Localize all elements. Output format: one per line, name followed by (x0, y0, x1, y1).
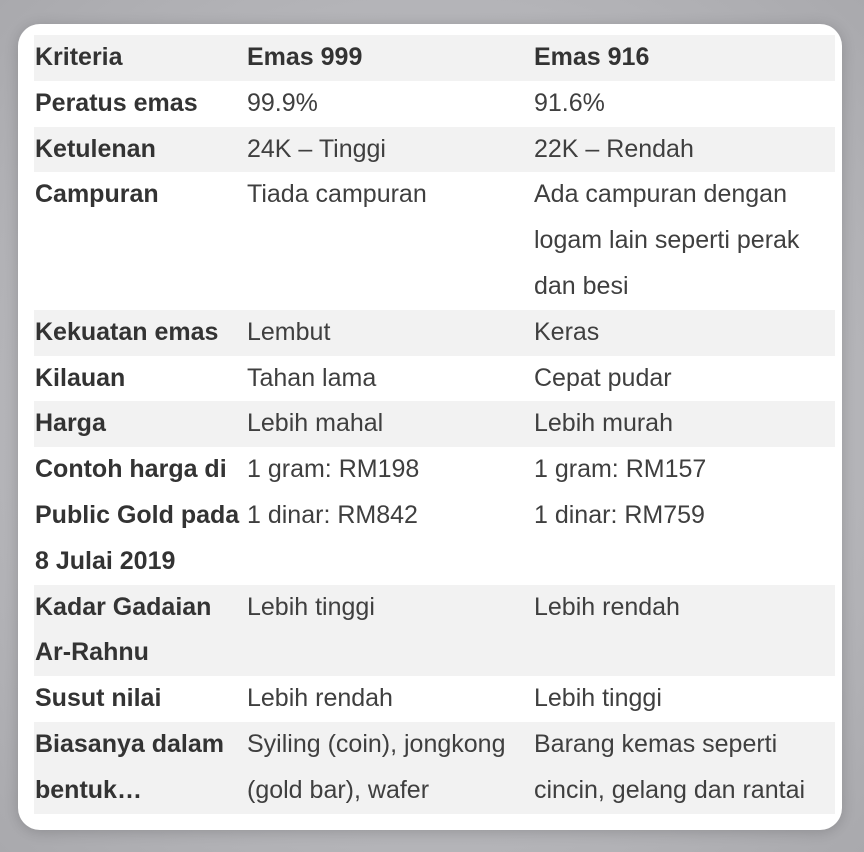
row-emas-916-value: 91.6% (534, 88, 605, 117)
gold-comparison-table (34, 35, 835, 814)
row-emas-916-value: Barang kemas seperti cincin, gelang dan rantai (534, 722, 835, 814)
row-emas-916-value: 1 gram: RM157 1 dinar: RM759 (534, 455, 707, 529)
table-row (34, 676, 835, 722)
row-emas-999-value: Lebih tinggi (247, 585, 534, 677)
row-emas-916-value: Lebih tinggi (534, 684, 662, 713)
row-emas-999-value: Syiling (coin), jongkong (gold bar), wafer (247, 722, 534, 814)
table-row (34, 310, 835, 356)
table-row (34, 722, 835, 814)
row-emas-999-value: 1 gram: RM198 1 dinar: RM842 (247, 455, 420, 529)
header-emas-916: Emas 916 (534, 35, 835, 81)
row-criterion: Kadar Gadaian Ar-Rahnu (34, 585, 247, 677)
row-criterion: Biasanya dalam bentuk… (34, 722, 247, 814)
row-emas-916-value: Keras (534, 310, 835, 356)
table-header-row (34, 35, 835, 81)
table-row (34, 81, 835, 127)
row-emas-999-value: Lebih rendah (247, 684, 393, 713)
table-row (34, 447, 835, 584)
row-emas-999-value: Lebih mahal (247, 401, 534, 447)
row-emas-999-value: 99.9% (247, 88, 318, 117)
table-row (34, 172, 835, 309)
row-emas-999-value: 24K – Tinggi (247, 127, 534, 173)
table-row (34, 127, 835, 173)
row-emas-916-value: Cepat pudar (534, 363, 672, 392)
row-criterion: Kilauan (35, 363, 126, 392)
table-row (34, 585, 835, 677)
header-emas-999: Emas 999 (247, 35, 534, 81)
row-criterion: Kekuatan emas (34, 310, 247, 356)
row-criterion: Campuran (35, 180, 159, 209)
table-row (34, 356, 835, 402)
row-emas-916-value: Lebih rendah (534, 585, 835, 677)
row-criterion: Contoh harga di Public Gold pada 8 Julai 2019 (35, 455, 240, 575)
row-emas-916-value: Lebih murah (534, 401, 835, 447)
row-emas-999-value: Lembut (247, 310, 534, 356)
row-emas-916-value: Ada campuran dengan logam lain seperti perak dan besi (534, 180, 800, 300)
row-criterion: Peratus emas (35, 88, 198, 117)
row-criterion: Susut nilai (35, 684, 162, 713)
row-emas-999-value: Tiada campuran (247, 180, 427, 209)
row-criterion: Harga (34, 401, 247, 447)
row-criterion: Ketulenan (34, 127, 247, 173)
row-emas-999-value: Tahan lama (247, 363, 377, 392)
table-row (34, 401, 835, 447)
comparison-card (18, 24, 842, 830)
header-criteria: Kriteria (34, 35, 247, 81)
row-emas-916-value: 22K – Rendah (534, 127, 835, 173)
